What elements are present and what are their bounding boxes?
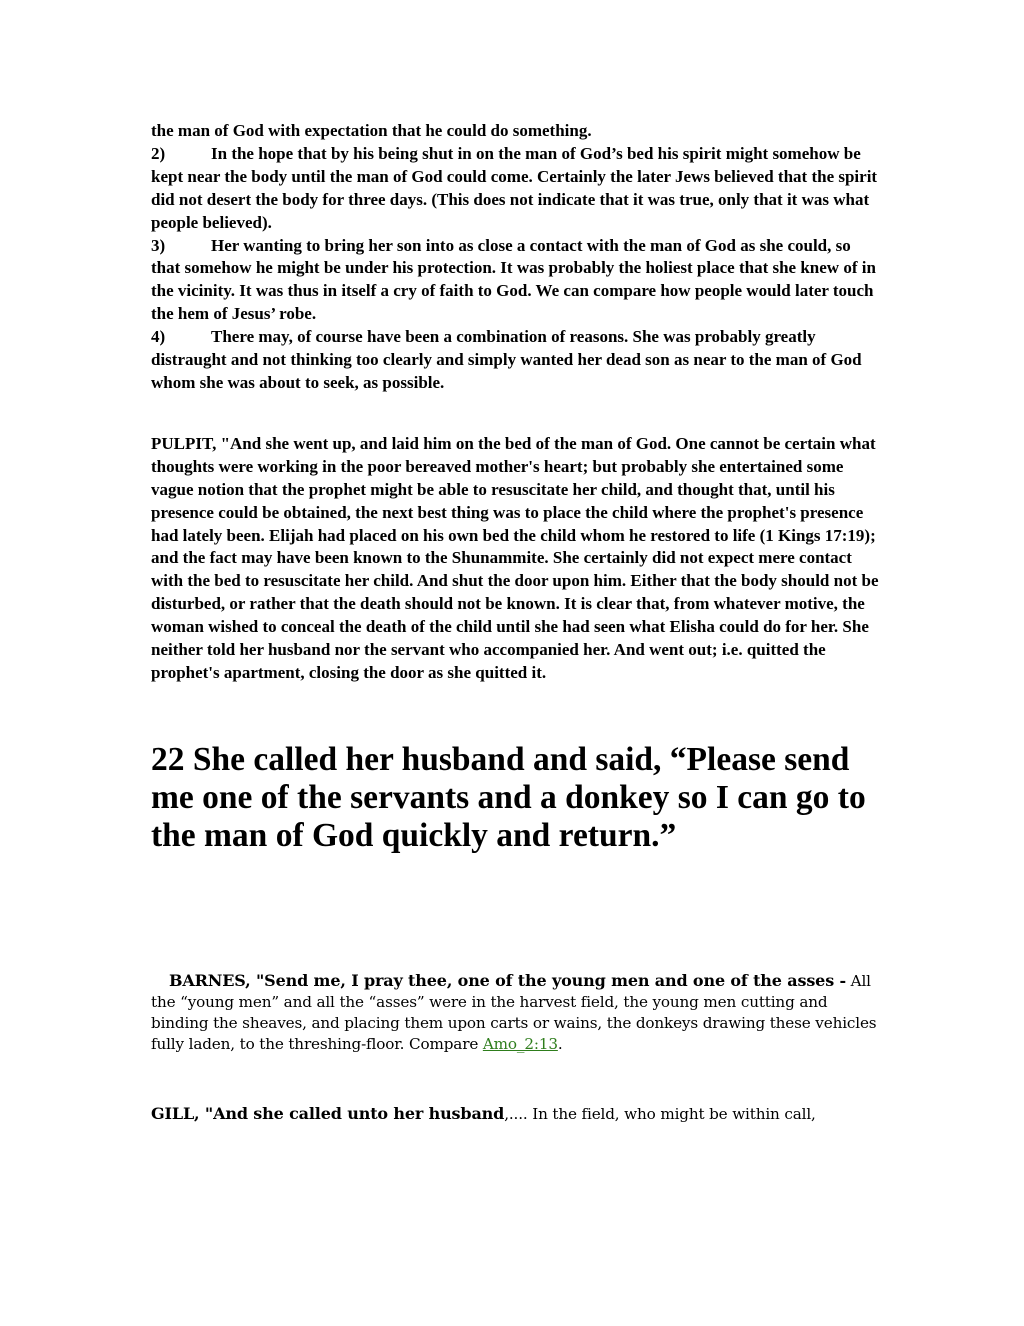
barnes-lead: BARNES, "Send me, I pray thee, one of the young men and one of the asses - [169,970,846,990]
verse-heading: 22 She called her husband and said, “Please send me one of the servants and a donkey so I can go to the man of God quickly and return.” [151,740,866,854]
gill-text: ,.... In the field, who might be within call, [504,1104,816,1123]
barnes-commentary [151,970,881,1055]
gill-commentary [151,1103,881,1125]
intro-line: the man of God with expectation that he could do something. [151,121,592,140]
list-item-text: In the hope that by his being shut in on the man of God’s bed his spirit might somehow be kept near the body until the man of God could come. Certainly the later Jews believed that the spirit did not desert the body for three days. (This does not indicate that it was true, only that it was what people believed). [151,143,878,232]
barnes-tail: . [557,1034,563,1053]
list-item-number: 3) [151,235,166,255]
list-item-number: 4) [151,327,166,347]
gill-lead: GILL, "And she called unto her husband [151,1103,505,1123]
document-page [151,120,881,1125]
intro-block [151,120,881,395]
barnes-text: All the “young men” and all the “asses” were in the harvest field, the young men cutting and binding the sheaves, and placing them upon carts or wains, the donkeys drawing these vehicles fully laden, to the threshing-floor. Compare [151,971,877,1053]
spacer [151,395,881,433]
list-item [151,326,881,395]
scripture-link[interactable]: Amo_2:13 [482,1034,558,1053]
list-item [151,235,881,327]
pulpit-commentary: PULPIT, "And she went up, and laid him on the bed of the man of God. One cannot be certain what thoughts were working in the poor bereaved mother's heart; but probably she entertained some vague notion that the prophet might be able to resuscitate her child, and thought that, until his presence could be obtained, the next best thing was to place the child where the prophet's presence had lately been. Elijah had placed on his own bed the child whom he restored to life (1 Kings 17:19); and the fact may have been known to the Shunammite. She certainly did not expect mere contact with the bed to resuscitate her child. And shut the door upon him. Either that the body should not be disturbed, or rather that the death should not be known. It is clear that, from whatever motive, the woman wished to conceal the death of the child until she had seen what Elisha could do for her. She neither told her husband nor the servant who accompanied her. And went out; i.e. quitted the prophet's apartment, closing the door as she quitted it. [151,433,879,682]
list-item-number: 2) [151,143,166,163]
list-item-text: There may, of course have been a combination of reasons. She was probably greatly distraught and not thinking too clearly and simply wanted her dead son as near to the man of God whom she was about to seek, as possible. [151,327,862,392]
list-item [151,143,881,235]
list-item-text: Her wanting to bring her son into as close a contact with the man of God as she could, so that somehow he might be under his protection. It was probably the holiest place that she knew of in the vicinity. It was thus in itself a cry of faith to God. We can compare how people would later touch the hem of Jesus’ robe. [151,235,876,324]
